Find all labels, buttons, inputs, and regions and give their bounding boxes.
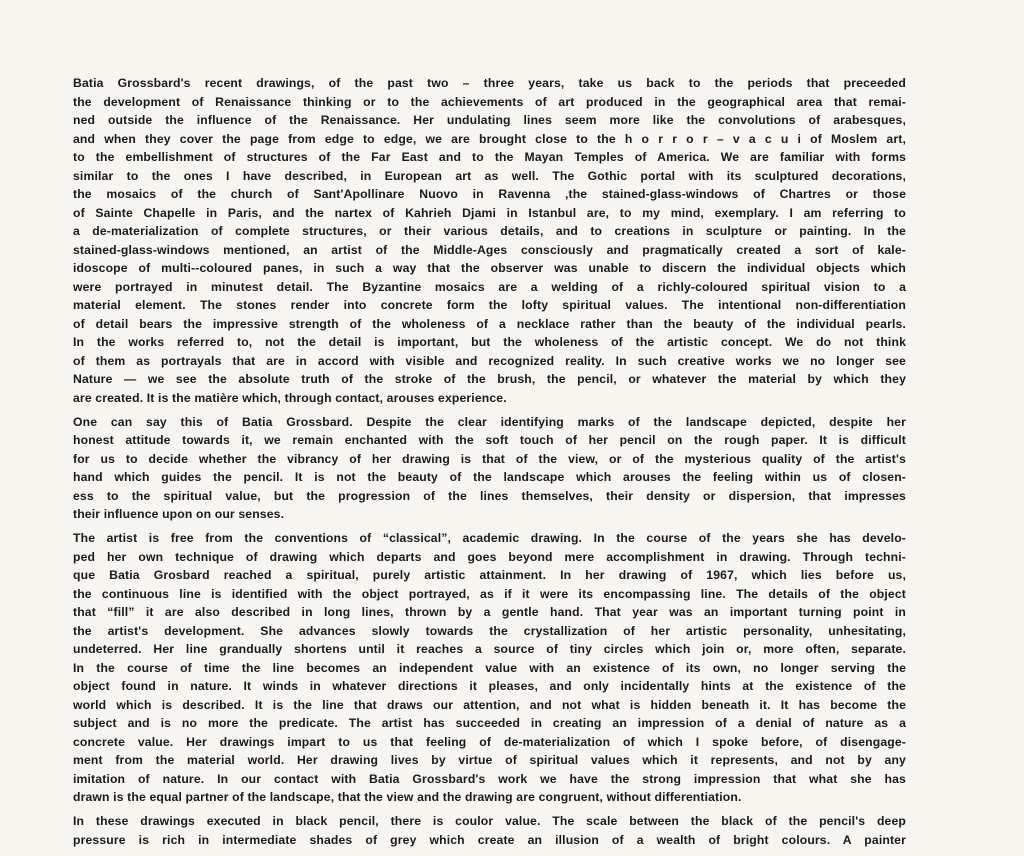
text-line: the artist's development. She advances slowly towards the crystallization of her artistic personality, unhesitating, (73, 623, 906, 638)
text-line: similar to the ones I have described, in European art as well. The Gothic portal with its sculptured decorations, (73, 168, 906, 183)
text-line: The artist is free from the conventions of “classical”, academic drawing. In the course of the years she has develo- (73, 531, 906, 545)
text-line: the mosaics of the church of Sant'Apollinare Nuovo in Ravenna ,the stained-glass-windows of Chartres or those (73, 187, 906, 201)
text-line: In the course of time the line becomes an independent value with an existence of its own, no longer serving the (73, 660, 906, 675)
paragraph-4 (73, 812, 906, 849)
text-line: subject and is no more the predicate. The artist has succeeded in creating an impression of a denial of nature as a (73, 716, 906, 730)
text-line: their influence upon on our senses. (73, 507, 285, 521)
text-line: honest attitude towards it, we remain enchanted with the soft touch of her pencil on the rough paper. It is difficult (73, 433, 906, 447)
text-line: world which is described. It is the line that draws our attention, and not what is hidden beneath it. It has become the (73, 697, 906, 712)
text-line: object found in nature. It winds in whatever directions it pleases, and only incidentally hints at the existence of the (73, 679, 906, 693)
text-line: and when they cover the page from edge to edge, we are brought close to the h o r r o r – v a c u i of Moslem art, (73, 131, 906, 146)
text-line: imitation of nature. In our contact with Batia Grossbard's work we have the strong impression that what she has (73, 771, 906, 786)
text-line: pressure is rich in intermediate shades of grey which create an illusion of a wealth of bright colours. A painter (73, 832, 906, 847)
paragraph-2 (73, 413, 906, 524)
text-line: idoscope of multi--coloured panes, in such a way that the observer was unable to discern the individual objects which (73, 261, 906, 275)
paragraph-1 (73, 74, 906, 407)
text-line: the development of Renaissance thinking or to the achievements of art produced in the geographical area that remai- (73, 94, 906, 109)
essay-text (73, 74, 906, 849)
text-line: that “fill” it are also described in long lines, thrown by a gentle hand. That year was an important turning point in (73, 605, 906, 619)
text-line: ped her own technique of drawing which departs and goes beyond mere accomplishment in drawing. Through techni- (73, 549, 906, 564)
text-line: material element. The stones render into concrete form the lofty spiritual values. The intentional non-differentiation (73, 298, 906, 312)
text-line: to the embellishment of structures of the Far East and to the Mayan Temples of America. We are familiar with forms (73, 150, 906, 164)
text-line: ned outside the influence of the Renaissance. Her undulating lines seem more like the convolutions of arabesques, (73, 113, 906, 127)
text-line: ess to the spiritual value, but the progression of the lines themselves, their density or dispersion, that impresses (73, 488, 906, 503)
text-line: were portrayed in minutest detail. The Byzantine mosaics are a welding of a richly-coloured spiritual vision to a (73, 279, 906, 294)
paragraph-3 (73, 529, 906, 807)
text-line: stained-glass-windows mentioned, an artist of the Middle-Ages consciously and pragmatically created a sort of kale- (73, 242, 906, 257)
text-line: In the works referred to, not the detail is important, but the wholeness of the artistic concept. We do not think (73, 335, 906, 349)
text-line: of them as portrayals that are in accord with visible and recognized reality. In such creative works we no longer see (73, 353, 906, 368)
text-line: One can say this of Batia Grossbard. Despite the clear identifying marks of the landscape depicted, despite her (73, 414, 906, 429)
text-line: of Sainte Chapelle in Paris, and the nartex of Kahrieh Djami in Istanbul are, to my mind, exemplary. I am referring to (73, 205, 906, 220)
text-line: are created. It is the matière which, through contact, arouses experience. (73, 390, 507, 405)
text-line: hand which guides the pencil. It is not the beauty of the landscape which arouses the feeling within us of closen- (73, 470, 906, 484)
text-line: the continuous line is identified with the object portrayed, as if it were its encompassing line. The details of the object (73, 586, 906, 601)
text-line: que Batia Grosbard reached a spiritual, purely artistic attainment. In her drawing of 1967, which lies before us, (73, 568, 906, 582)
text-line: for us to decide whether the vibrancy of her drawing is that of the view, or of the mysterious quality of the artist's (73, 451, 906, 466)
text-line: In these drawings executed in black pencil, there is coulor value. The scale between the black of the pencil's deep (73, 814, 906, 828)
text-line: a de-materialization of complete structures, or their various details, and to creations in sculpture or painting. In the (73, 224, 906, 238)
text-line: Nature — we see the absolute truth of the stroke of the brush, the pencil, or whatever the material by which they (73, 372, 906, 386)
text-line: ment from the material world. Her drawing lives by virtue of spiritual values which it represents, and not by any (73, 753, 906, 767)
text-line: undeterred. Her line grandually shortens until it reaches a source of tiny circles which join or, more often, separate. (73, 642, 906, 656)
text-line: Batia Grossbard's recent drawings, of the past two – three years, take us back to the periods that preceeded (73, 76, 906, 90)
text-line: drawn is the equal partner of the landscape, that the view and the drawing are congruent, without differentiation. (73, 790, 742, 804)
text-line: of detail bears the impressive strength of the wholeness of a necklace rather than the beauty of the individual pearls. (73, 316, 906, 331)
text-line: concrete value. Her drawings impart to us that feeling of de-materialization of which I spoke before, of disengage- (73, 734, 906, 749)
